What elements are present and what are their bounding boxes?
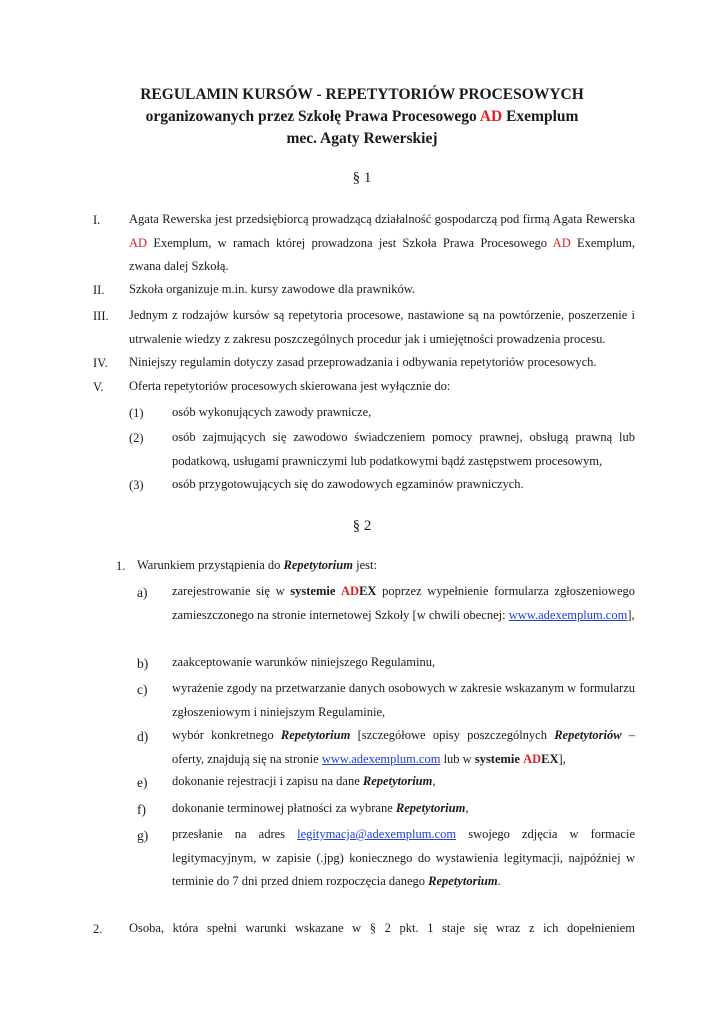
title-line-1: REGULAMIN KURSÓW - REPETYTORIÓW PROCESOWYCH [140, 86, 584, 103]
title-line-2-end: Exemplum [506, 108, 579, 125]
letter-f-t1: dokonanie terminowej płatności za wybrane [172, 801, 393, 815]
title-line-3: mec. Agaty Rewerskiej [286, 130, 438, 147]
item-I-text [129, 208, 635, 279]
letter-d-ad: AD [523, 751, 542, 766]
s2-item-2-number: 2. [93, 922, 103, 936]
item-II-number: II. [93, 283, 105, 297]
letter-g-label: g) [137, 828, 149, 843]
s2-item-1-number: 1. [116, 559, 126, 573]
item-I-ad-1: AD [129, 235, 148, 250]
title-line-2 [0, 106, 724, 128]
letter-e-text [172, 770, 635, 794]
s2-item-1-a: Warunkiem przystąpienia do [137, 558, 281, 572]
letter-a-text [172, 580, 635, 627]
letter-f-label: f) [137, 802, 146, 817]
letter-d-t5: – oferty, znajdują się na stronie [172, 728, 636, 766]
letter-g-text [172, 823, 635, 894]
item-V-text: Oferta repetytoriów procesowych skierowana jest wyłącznie do: [129, 379, 451, 393]
item-IV-text: Niniejszy regulamin dotyczy zasad przeprowadzania i odbywania repetytoriów procesowych. [129, 355, 597, 369]
letter-d-label: d) [137, 729, 149, 744]
letter-e-repetytorium: Repetytorium [362, 774, 433, 788]
subitem-3-number: (3) [129, 478, 144, 492]
letter-g-t2: swojego zdjęcia w formacie legitymacyjnym, w zapisie (.jpg) koniecznego do wystawienia legitymacji, najpóźniej w terminie do 7 dni przed dniem rozpoczęcia danego [172, 827, 635, 888]
letter-a-t5: poprzez wypełnienie formularza zgłoszeniowego zamieszczonego na stronie internetowej Szkoły [w chwili obecnej: [172, 584, 636, 622]
title-line-2-text: organizowanych przez Szkołę Prawa Procesowego [145, 108, 477, 125]
letter-d-system: systemie [474, 751, 520, 766]
letter-b-label: b) [137, 656, 149, 671]
item-I-part-b: Exemplum, w ramach której prowadzona jest Szkoła Prawa Procesowego [153, 235, 548, 250]
letter-f-repetytorium: Repetytorium [395, 801, 466, 815]
letter-d-t6: lub w [443, 751, 472, 766]
letter-d-t1: wybór konkretnego [172, 728, 274, 742]
letter-g-t1: przesłanie na adres [172, 827, 286, 841]
document-title [0, 84, 724, 150]
letter-f-text [172, 797, 635, 821]
s2-item-2-text: Osoba, która spełni warunki wskazane w § 2 pkt. 1 staje się wraz z ich dopełnieniem [129, 921, 635, 935]
letter-e-label: e) [137, 775, 148, 790]
legitymacja-email-link[interactable]: legitymacja@adexemplum.com [297, 827, 457, 841]
adexemplum-link-2[interactable]: www.adexemplum.com [321, 751, 441, 766]
section-1-heading: § 1 [352, 170, 372, 186]
s2-item-1-c: jest: [356, 558, 377, 572]
letter-d-repetytoriow: Repetytoriów [554, 728, 622, 742]
item-V-number: V. [93, 380, 104, 394]
letter-e-t1: dokonanie rejestracji i zapisu na dane [172, 774, 360, 788]
letter-a-ad: AD [341, 584, 360, 598]
subitem-1-number: (1) [129, 406, 144, 420]
item-III-text: Jednym z rodzajów kursów są repetytoria procesowe, nastawione są na powtórzenie, poszerzenie i utrwalenie wiedzy z zakresu poszczególnych procedur jak i umiejętności prowadzenia procesu. [129, 308, 635, 346]
letter-b-text: zaakceptowanie warunków niniejszego Regulaminu, [172, 655, 436, 669]
title-ad-red: AD [479, 108, 503, 125]
letter-d-text [172, 724, 635, 771]
letter-g-t4: . [497, 874, 501, 888]
letter-a-t1: zarejestrowanie się w [172, 584, 285, 598]
letter-a-system: systemie [290, 584, 336, 598]
letter-a-label: a) [137, 585, 148, 600]
adexemplum-link[interactable]: www.adexemplum.com [508, 607, 628, 622]
letter-c-text: wyrażenie zgody na przetwarzanie danych osobowych w zakresie wskazanym w formularzu zgłoszeniowym i niniejszym Regulaminie, [172, 681, 635, 719]
item-I-part-c: Exemplum, zwana dalej Szkołą. [129, 235, 636, 273]
item-I-part-a: Agata Rewerska jest przedsiębiorcą prowadzącą działalność gospodarczą pod firmą Agata Rewerska [129, 212, 635, 226]
subitem-2-number: (2) [129, 431, 144, 445]
item-I-ad-2: AD [552, 235, 571, 250]
letter-a-t6: ], [627, 607, 635, 622]
subitem-3-text: osób przygotowujących się do zawodowych egzaminów prawniczych. [172, 477, 524, 491]
letter-d-repetytorium: Repetytorium [280, 728, 351, 742]
section-2-heading: § 2 [352, 518, 372, 534]
subitem-2-text: osób zajmujących się zawodowo świadczeniem pomocy prawnej, obsługą prawną lub podatkową, usługami prawniczymi lub podatkowymi bądź zastępstwem procesowym, [172, 430, 635, 468]
letter-e-t3: , [432, 774, 436, 788]
letter-g-repetytorium: Repetytorium [428, 874, 498, 888]
letter-d-t10: ], [558, 751, 566, 766]
item-III-number: III. [93, 309, 109, 323]
letter-d-t3: [szczegółowe opisy poszczególnych [357, 728, 547, 742]
item-I-number: I. [93, 213, 101, 227]
letter-c-label: c) [137, 682, 148, 697]
s2-item-1-text [137, 554, 635, 578]
subitem-1-text: osób wykonujących zawody prawnicze, [172, 405, 372, 419]
item-IV-number: IV. [93, 356, 108, 370]
letter-a-ex: EX [359, 584, 377, 598]
s2-item-1-repetytorium: Repetytorium [283, 558, 353, 572]
letter-f-t3: , [465, 801, 469, 815]
letter-d-ex: EX [541, 751, 559, 766]
item-II-text: Szkoła organizuje m.in. kursy zawodowe dla prawników. [129, 282, 416, 296]
